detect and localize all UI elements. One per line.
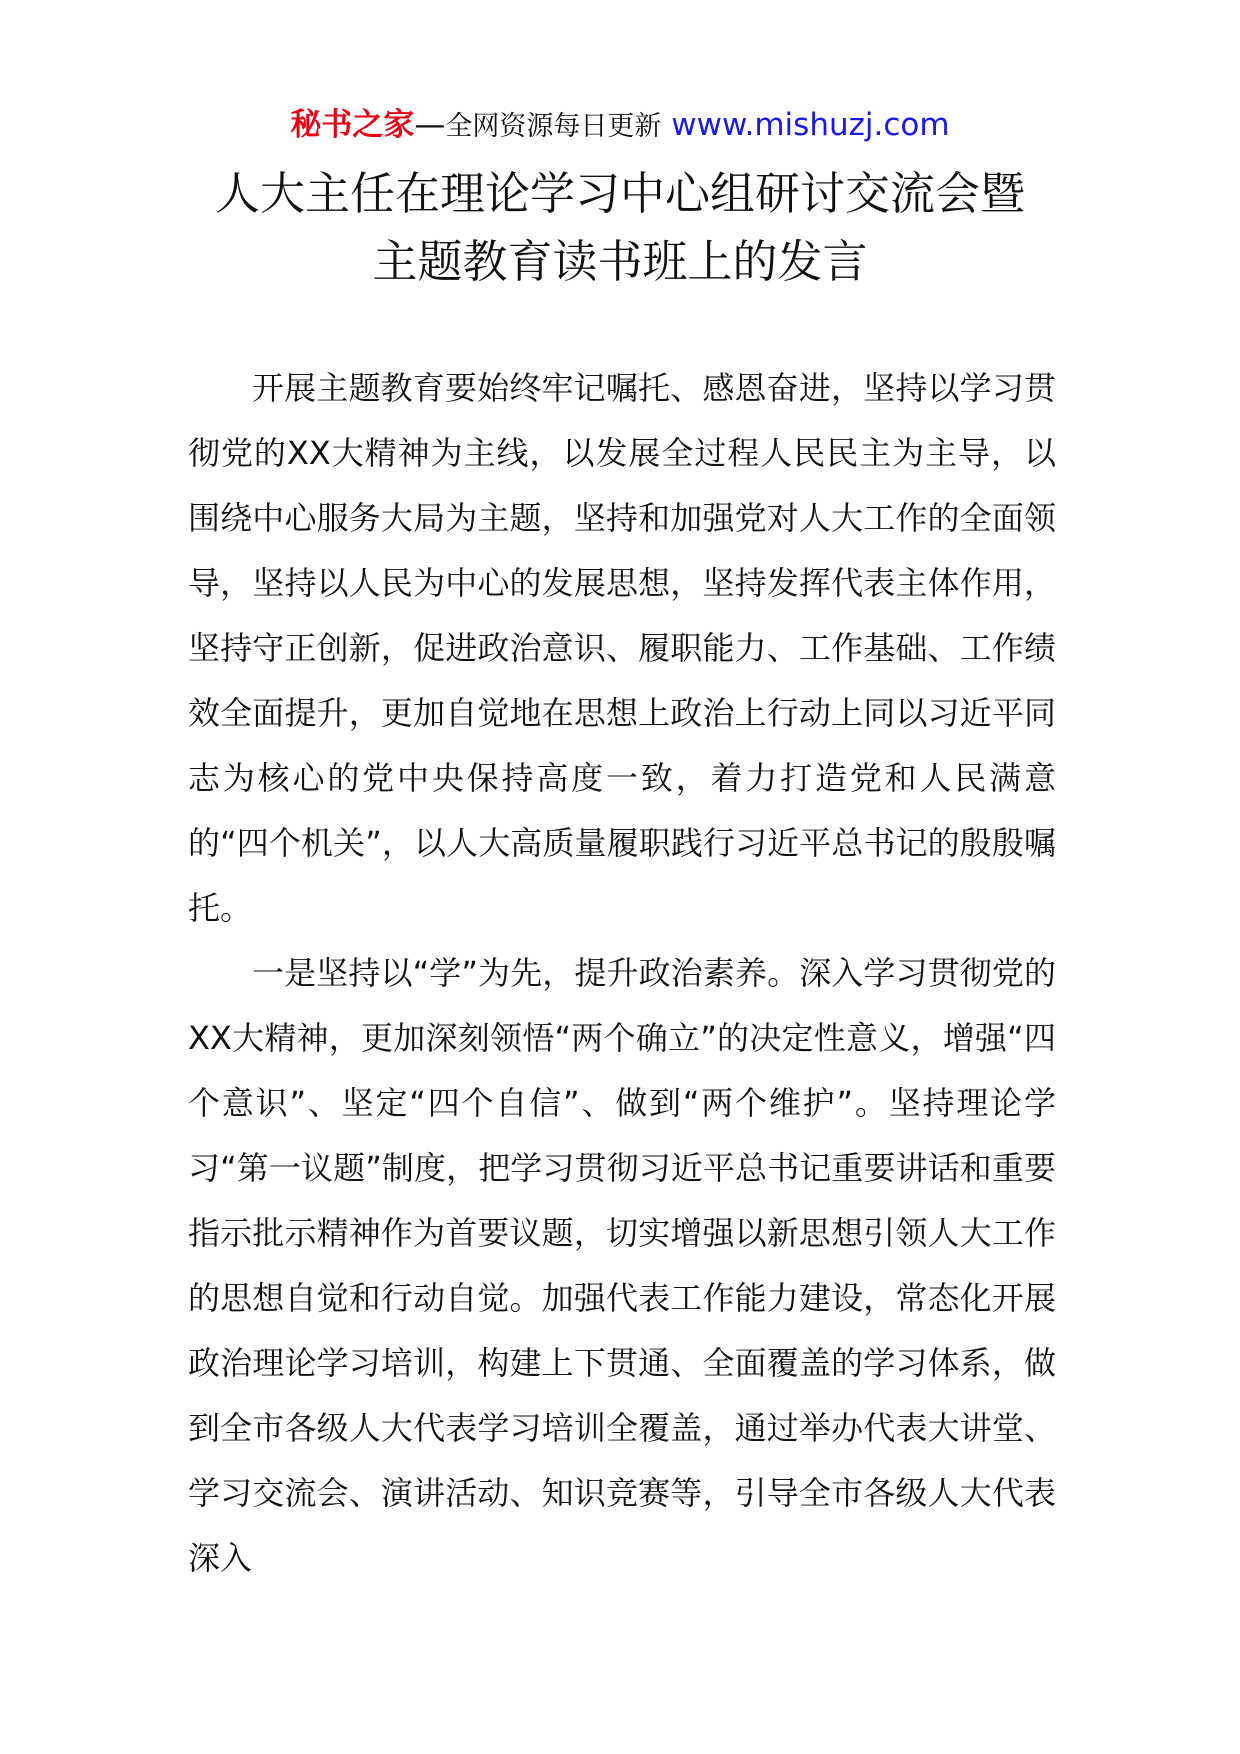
banner-url[interactable]: www.mishuzj.com	[671, 107, 950, 143]
banner-dash: —	[414, 107, 446, 143]
paragraph-intro: 开展主题教育要始终牢记嘱托、感恩奋进，坚持以学习贯彻党的XX大精神为主线，以发展全过程人民民主为主导，以围绕中心服务大局为主题，坚持和加强党对人大工作的全面领导，坚持以人民为中心的发展思想，坚持发挥代表主体作用，坚持守正创新，促进政治意识、履职能力、工作基础、工作绩效全面提升，更加自觉地在思想上政治上行动上同以习近平同志为核心的党中央保持高度一致，着力打造党和人民满意的“四个机关”，以人大高质量履职践行习近平总书记的殷殷嘱托。	[188, 369, 1056, 927]
site-banner	[0, 100, 1240, 152]
title-line-1: 人大主任在理论学习中心组研讨交流会暨	[214, 167, 1025, 220]
paragraph-point-one: 一是坚持以“学”为先，提升政治素养。深入学习贯彻党的XX大精神，更加深刻领悟“两个确立”的决定性意义，增强“四个意识”、坚定“四个自信”、做到“两个维护”。坚持理论学习“第一议题”制度，把学习贯彻习近平总书记重要讲话和重要指示批示精神作为首要议题，切实增强以新思想引领人大工作的思想自觉和行动自觉。加强代表工作能力建设，常态化开展政治理论学习培训，构建上下贯通、全面覆盖的学习体系，做到全市各级人大代表学习培训全覆盖，通过举办代表大讲堂、学习交流会、演讲活动、知识竞赛等，引导全市各级人大代表深入	[188, 954, 1056, 1577]
title-line-2: 主题教育读书班上的发言	[372, 235, 868, 288]
document-body	[188, 356, 1056, 1591]
banner-tagline: 全网资源每日更新	[445, 111, 662, 142]
brand-name: 秘书之家	[290, 107, 415, 143]
document-title	[120, 160, 1120, 296]
